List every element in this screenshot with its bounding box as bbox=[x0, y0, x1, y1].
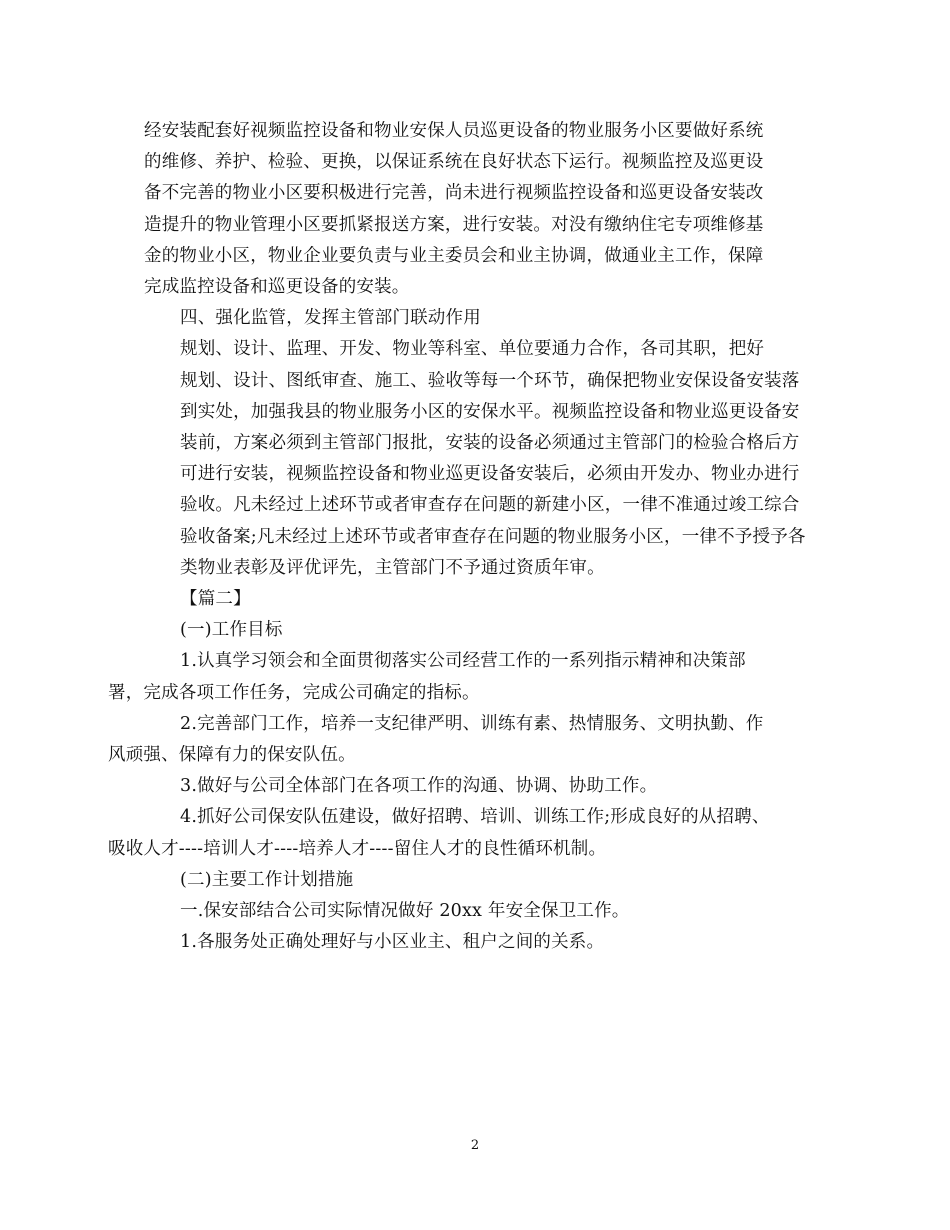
section-heading-part-two bbox=[144, 584, 806, 615]
text-line: (一)工作目标 bbox=[180, 620, 283, 641]
text-line: 验收备案;凡未经过上述环节或者审查存在问题的物业服务小区，一律不予授予各 bbox=[180, 526, 806, 547]
text-line: 四、强化监管，发挥主管部门联动作用 bbox=[180, 308, 481, 329]
text-line: 规划、设计、图纸审查、施工、验收等每一个环节，确保把物业安保设备安装落 bbox=[180, 370, 800, 391]
text-line: 吸收人才----培训人才----培养人才----留住人才的良性循环机制。 bbox=[108, 838, 607, 859]
document-body bbox=[108, 116, 806, 958]
list-item-goal-2 bbox=[108, 709, 806, 771]
text-line: 金的物业小区，物业企业要负责与业主委员会和业主协调，做通业主工作，保障 bbox=[144, 245, 764, 266]
page-number: 2 bbox=[470, 1138, 480, 1153]
subheading-work-goals bbox=[144, 615, 806, 646]
text-line: 风顽强、保障有力的保安队伍。 bbox=[108, 745, 356, 766]
text-line: 经安装配套好视频监控设备和物业安保人员巡更设备的物业服务小区要做好系统 bbox=[144, 121, 764, 141]
text-line: 完成监控设备和巡更设备的安装。 bbox=[144, 277, 410, 298]
text-line: 造提升的物业管理小区要抓紧报送方案，进行安装。对没有缴纳住宅专项维修基 bbox=[144, 214, 764, 235]
text-line: 可进行安装，视频监控设备和物业巡更设备安装后，必须由开发办、物业办进行 bbox=[180, 464, 800, 485]
paragraph-security-equipment-maintenance bbox=[144, 116, 806, 303]
list-item-security-dept-plan bbox=[144, 896, 806, 927]
text-line: 装前，方案必须到主管部门报批，安装的设备必须通过主管部门的检验合格后方 bbox=[180, 433, 800, 454]
list-item-goal-1 bbox=[108, 646, 806, 708]
text-line: 到实处，加强我县的物业服务小区的安保水平。视频监控设备和物业巡更设备安 bbox=[180, 401, 800, 422]
text-line: 一.保安部结合公司实际情况做好 20xx 年安全保卫工作。 bbox=[180, 901, 630, 922]
paragraph-department-cooperation bbox=[144, 334, 806, 584]
list-item-service-relations bbox=[144, 927, 806, 958]
text-line: (二)主要工作计划措施 bbox=[180, 869, 354, 890]
text-line: 类物业表彰及评优评先，主管部门不予通过资质年审。 bbox=[180, 557, 605, 578]
text-line: 【篇二】 bbox=[180, 589, 251, 610]
text-line: 1.认真学习领会和全面贯彻落实公司经营工作的一系列指示精神和决策部 bbox=[180, 651, 746, 672]
text-line: 备不完善的物业小区要积极进行完善，尚未进行视频监控设备和巡更设备安装改 bbox=[144, 183, 764, 204]
text-line: 2.完善部门工作，培养一支纪律严明、训练有素、热情服务、文明执勤、作 bbox=[180, 713, 764, 734]
text-line: 4.抓好公司保安队伍建设，做好招聘、培训、训练工作;形成良好的从招聘、 bbox=[180, 807, 770, 828]
text-line: 1.各服务处正确处理好与小区业主、租户之间的关系。 bbox=[180, 932, 605, 953]
section-heading-supervision bbox=[144, 303, 806, 334]
list-item-goal-4 bbox=[108, 802, 806, 864]
text-line: 规划、设计、监理、开发、物业等科室、单位要通力合作，各司其职，把好 bbox=[180, 339, 765, 360]
list-item-goal-3 bbox=[144, 771, 806, 802]
subheading-main-work-plan bbox=[144, 865, 806, 896]
text-line: 3.做好与公司全体部门在各项工作的沟通、协调、协助工作。 bbox=[180, 776, 658, 797]
text-line: 验收。凡未经过上述环节或者审查存在问题的新建小区，一律不准通过竣工综合 bbox=[180, 495, 800, 516]
text-line: 署，完成各项工作任务，完成公司确定的指标。 bbox=[108, 682, 480, 703]
text-line: 的维修、养护、检验、更换，以保证系统在良好状态下运行。视频监控及巡更设 bbox=[144, 152, 764, 173]
